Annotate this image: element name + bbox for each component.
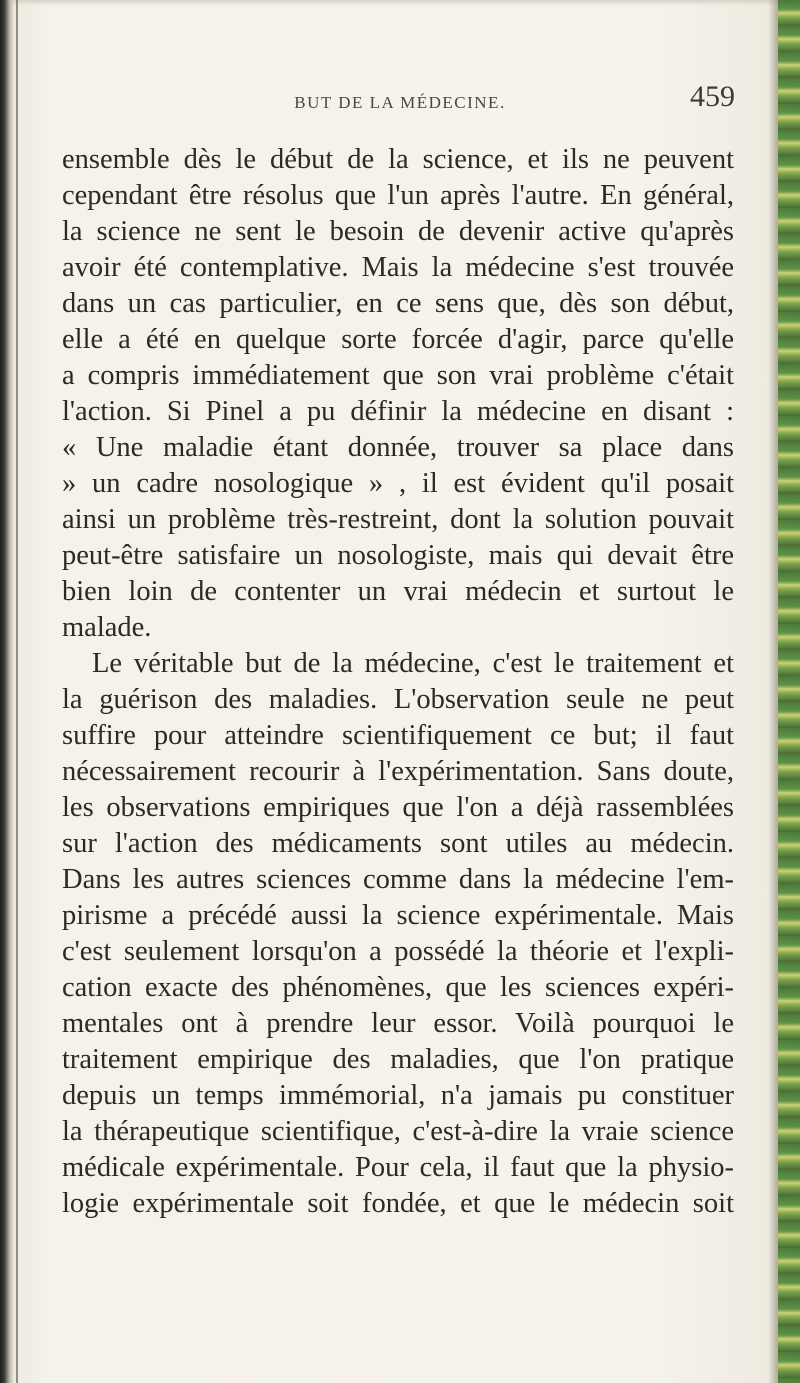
text-line: peut-être satisfaire un nosologiste, mais qui devait être [62,540,734,571]
text-line: la thérapeutique scientifique, c'est-à-dire la vraie science [62,1116,734,1147]
text-line: » un cadre nosologique » , il est évident qu'il posait [62,468,734,499]
text-line: suffire pour atteindre scientifiquement ce but; il faut [62,720,734,751]
text-line: nécessairement recourir à l'expérimentation. Sans doute, [62,756,734,787]
text-line: « Une maladie étant donnée, trouver sa place dans [62,432,734,463]
text-line: la guérison des maladies. L'observation seule ne peut [62,684,734,715]
book-cover-edge-right [778,0,800,1383]
text-line: les observations empiriques que l'on a déjà rassemblées [62,792,734,823]
text-line: c'est seulement lorsqu'on a possédé la théorie et l'expli- [62,936,734,967]
page-edge-rule [16,0,18,1383]
text-line: depuis un temps immémorial, n'a jamais pu constituer [62,1080,734,1111]
text-line: l'action. Si Pinel a pu définir la médecine en disant : [62,396,734,427]
text-line: ainsi un problème très-restreint, dont la solution pouvait [62,504,734,535]
text-line: cependant être résolus que l'un après l'autre. En général, [62,180,734,211]
text-line: ensemble dès le début de la science, et ils ne peuvent [62,144,734,175]
text-line: pirisme a précédé aussi la science expérimentale. Mais [62,900,734,931]
page-top-shading [0,0,800,6]
running-title: BUT DE LA MÉDECINE. [294,93,506,112]
page-number: 459 [690,80,735,113]
text-line: mentales ont à prendre leur essor. Voilà pourquoi le [62,1008,734,1039]
text-line: logie expérimentale soit fondée, et que le médecin soit [62,1188,734,1219]
binding-edge-left [0,0,14,1383]
text-line: Dans les autres sciences comme dans la médecine l'em- [62,864,734,895]
text-line: sur l'action des médicaments sont utiles au médecin. [62,828,734,859]
text-line: malade. [62,612,152,643]
text-line: bien loin de contenter un vrai médecin et surtout le [62,576,734,607]
text-line: cation exacte des phénomènes, que les sciences expéri- [62,972,734,1003]
text-line: médicale expérimentale. Pour cela, il faut que la physio- [62,1152,734,1183]
text-line: la science ne sent le besoin de devenir active qu'après [62,216,734,247]
page-edge-shadow-right [768,0,778,1383]
paragraph-first-line: Le véritable but de la médecine, c'est le traitement et [92,648,734,679]
text-line: dans un cas particulier, en ce sens que, dès son début, [62,288,734,319]
text-line: traitement empirique des maladies, que l'on pratique [62,1044,734,1075]
text-line: elle a été en quelque sorte forcée d'agir, parce qu'elle [62,324,734,355]
text-line: a compris immédiatement que son vrai problème c'était [62,360,734,391]
text-line: avoir été contemplative. Mais la médecine s'est trouvée [62,252,734,283]
